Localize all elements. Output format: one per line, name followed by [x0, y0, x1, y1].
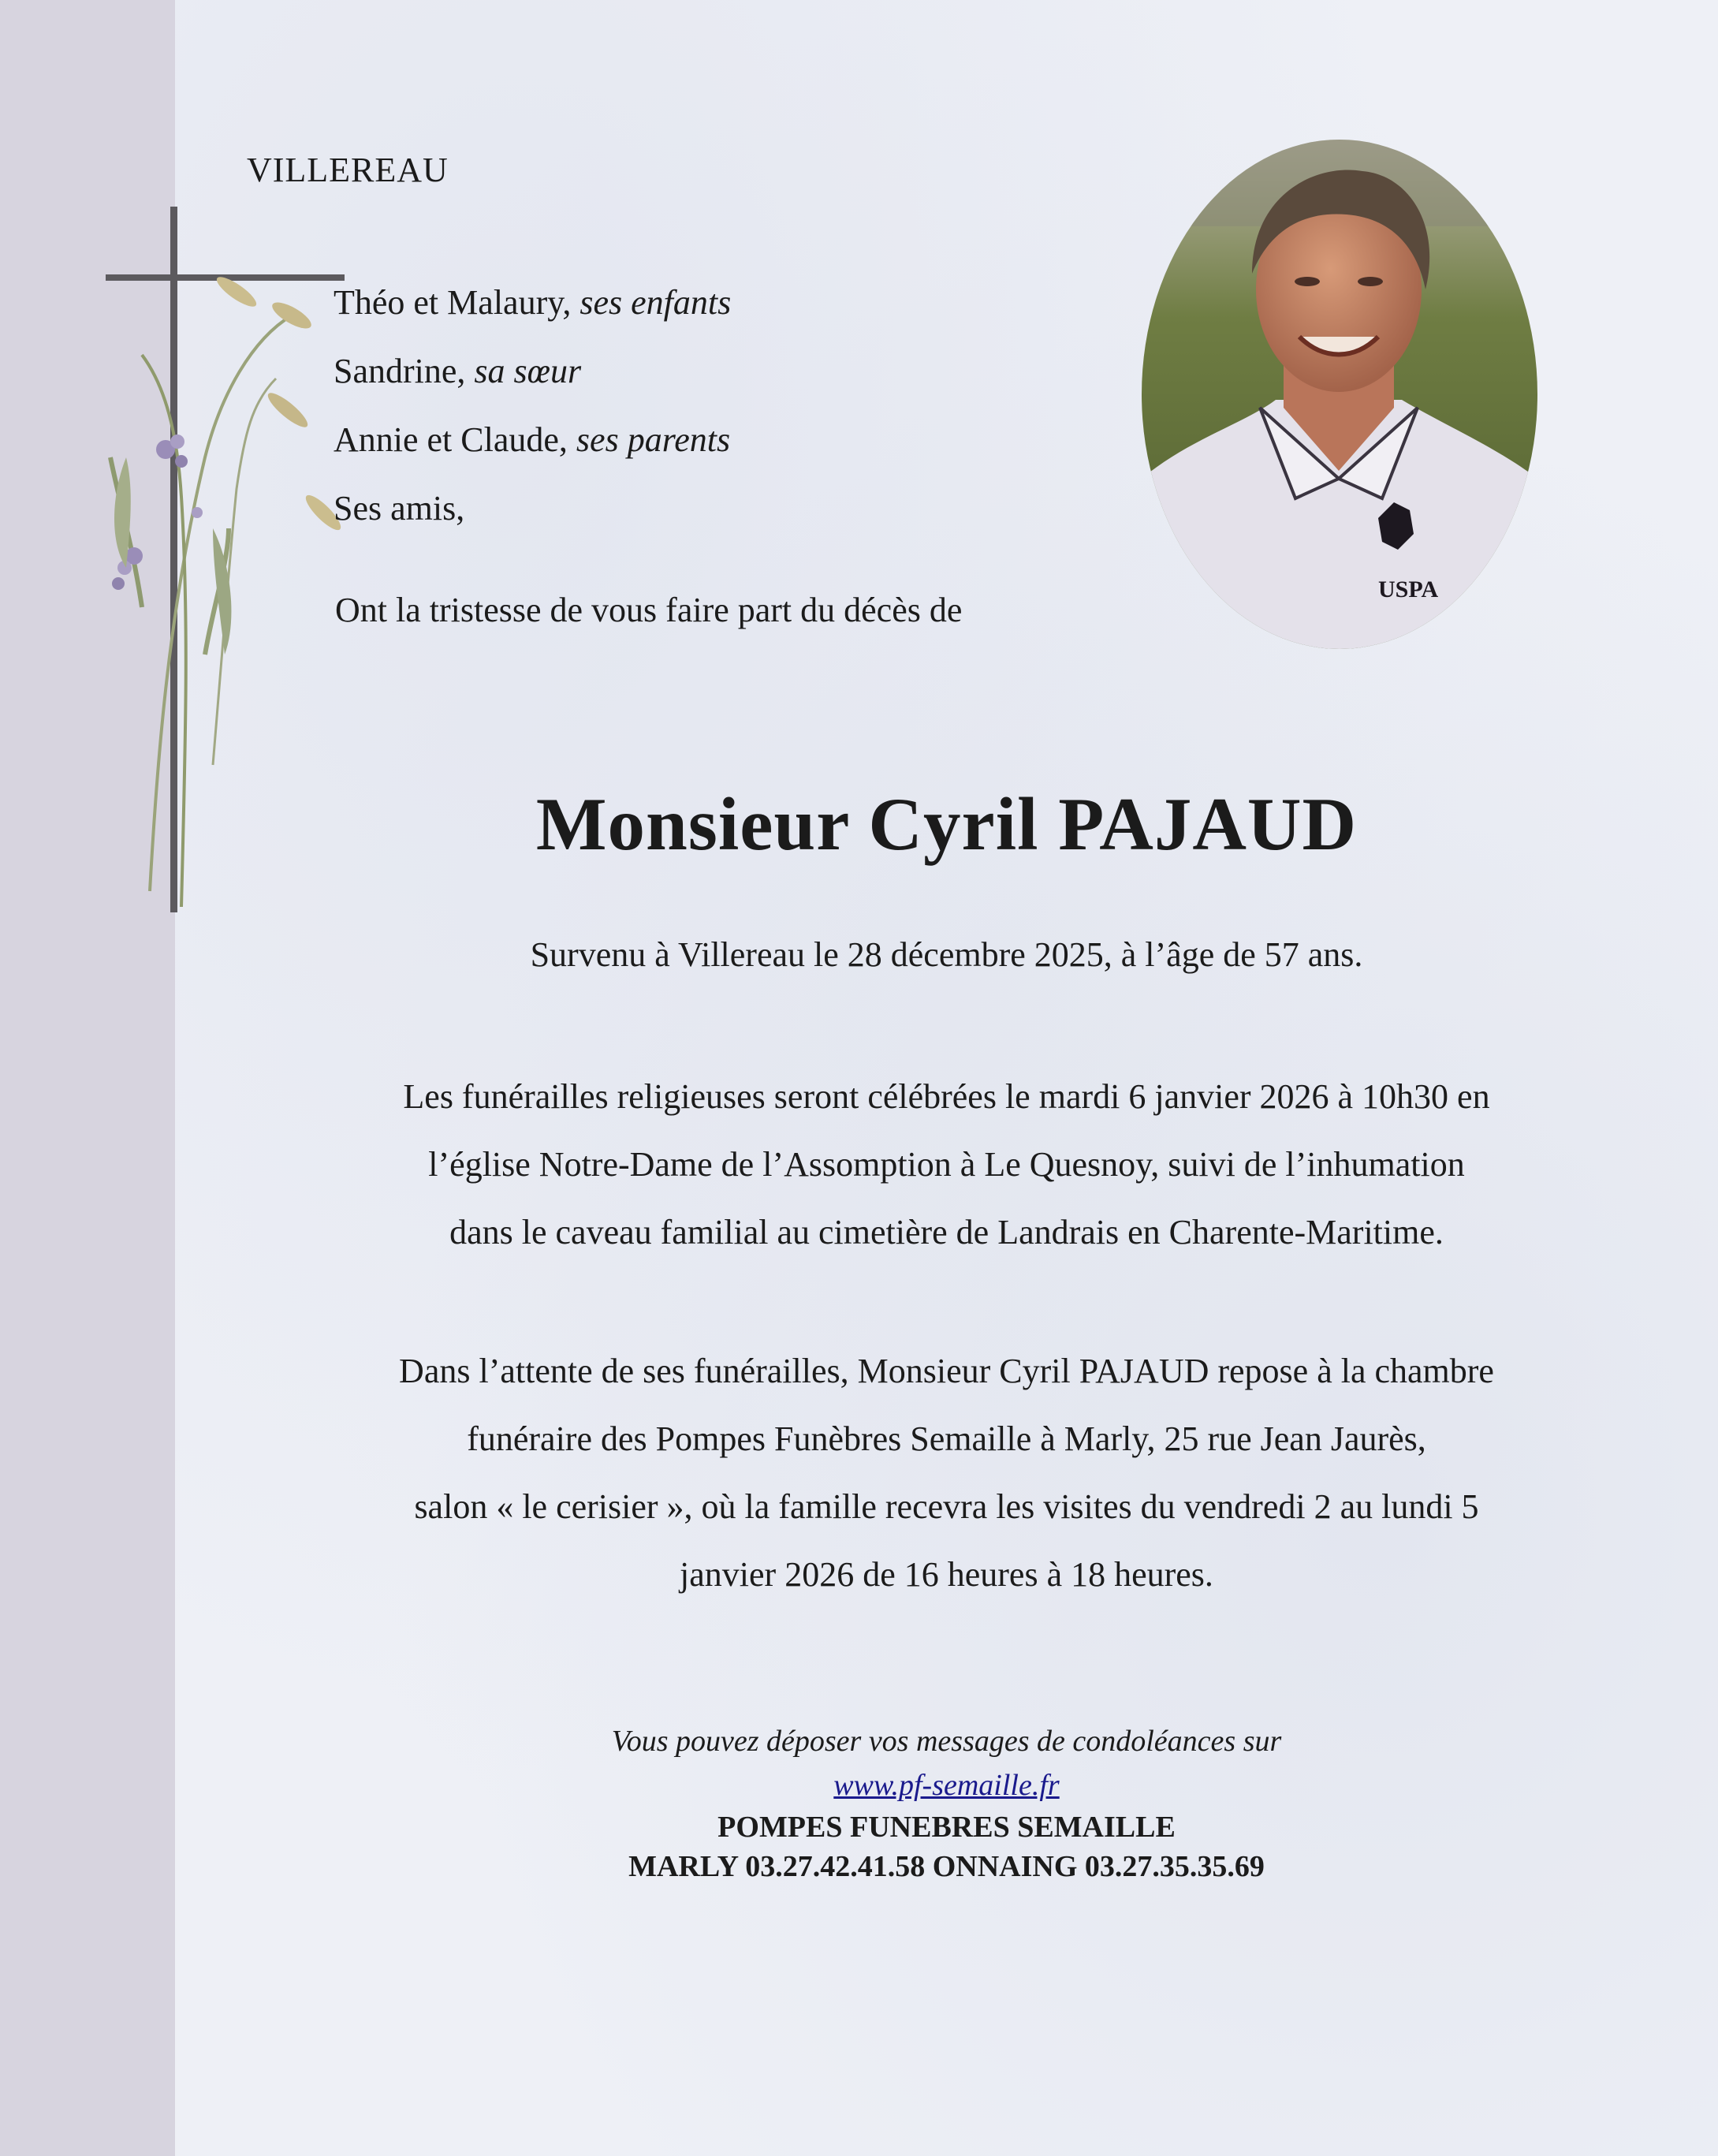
funeral-paragraph: [175, 1063, 1718, 1266]
family-list: [334, 268, 731, 543]
viewing-line: funéraire des Pompes Funèbres Semaille à Marly, 25 rue Jean Jaurès,: [467, 1419, 1426, 1458]
viewing-line: Dans l’attente de ses funérailles, Monsieur Cyril PAJAUD repose à la chambre: [399, 1352, 1494, 1390]
place-heading: VILLEREAU: [247, 151, 449, 189]
funeral-line: l’église Notre-Dame de l’Assomption à Le Quesnoy, suivi de l’inhumation: [428, 1145, 1465, 1184]
deceased-name: Monsieur Cyril PAJAUD: [535, 782, 1358, 866]
deceased-details-text: Survenu à Villereau le 28 décembre 2025, à l’âge de 57 ans.: [530, 935, 1363, 974]
family-line: Annie et Claude, ses parents: [334, 420, 731, 459]
condolences-note: Vous pouvez déposer vos messages de condoléances sur: [611, 1725, 1282, 1758]
shirt-logo-text: USPA: [1378, 576, 1439, 602]
footer: [175, 1719, 1718, 1886]
viewing-line: salon « le cerisier », où la famille recevra les visites du vendredi 2 au lundi 5: [414, 1487, 1479, 1526]
family-line: Ses amis,: [334, 489, 465, 528]
company-name: POMPES FUNEBRES SEMAILLE: [717, 1811, 1176, 1844]
deceased-details: [175, 921, 1718, 989]
family-line: Théo et Malaury, ses enfants: [334, 283, 732, 322]
funeral-line: Les funérailles religieuses seront célébrées le mardi 6 janvier 2026 à 10h30 en: [403, 1077, 1490, 1116]
viewing-line: janvier 2026 de 16 heures à 18 heures.: [680, 1555, 1213, 1594]
portrait-photo: [1142, 140, 1537, 649]
announcement-intro: Ont la tristesse de vous faire part du décès de: [335, 591, 963, 629]
funeral-line: dans le caveau familial au cimetière de Landrais en Charente-Maritime.: [449, 1213, 1444, 1251]
company-phones: MARLY 03.27.42.41.58 ONNAING 03.27.35.35.69: [628, 1850, 1265, 1883]
viewing-paragraph: [175, 1337, 1718, 1609]
website-link[interactable]: www.pf-semaille.fr: [833, 1769, 1060, 1802]
family-line: Sandrine, sa sœur: [334, 352, 582, 390]
